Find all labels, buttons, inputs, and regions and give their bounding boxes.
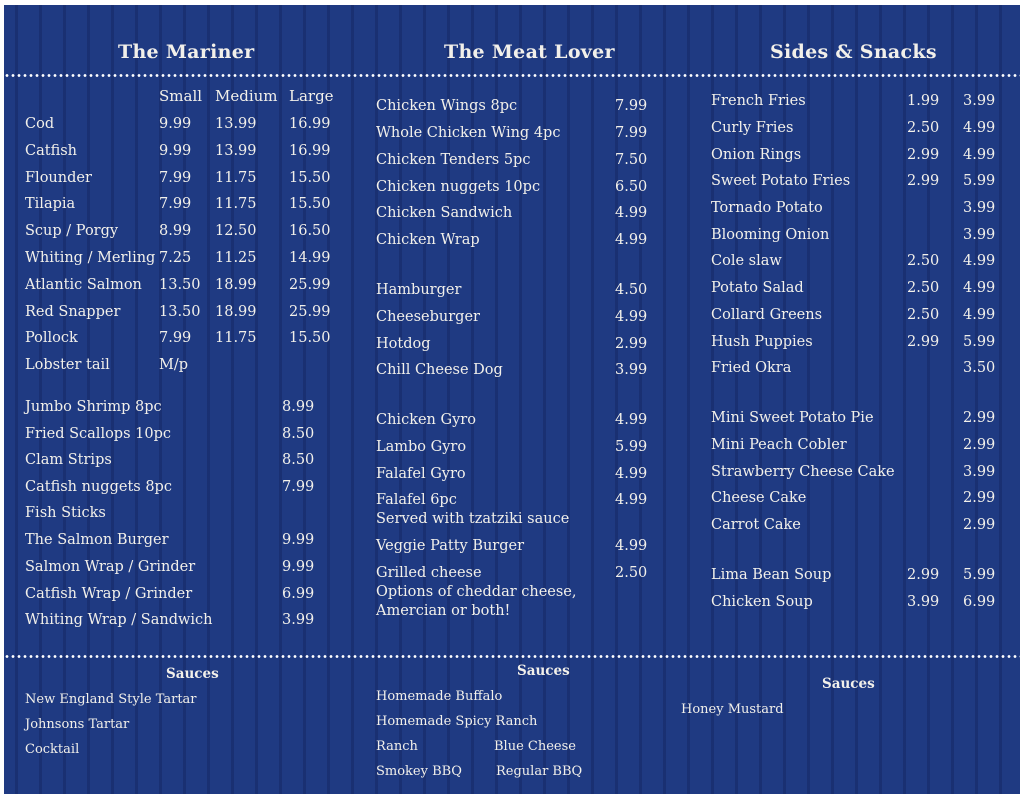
item-name: Cheese Cake — [711, 490, 807, 506]
item-price: 8.50 — [282, 426, 315, 442]
item-name: Cheeseburger — [376, 309, 480, 325]
item-name: Catfish Wrap / Grinder — [25, 586, 193, 602]
item-price: 7.99 — [282, 479, 315, 495]
item-price: 2.99 — [615, 336, 648, 352]
price-small: 2.99 — [907, 147, 940, 163]
price-medium: 18.99 — [215, 277, 257, 293]
meat-sauces-title: Sauces — [517, 663, 570, 679]
item-name: Chicken Soup — [711, 594, 813, 610]
item-name: The Salmon Burger — [25, 532, 169, 548]
col-header-medium: Medium — [215, 87, 278, 105]
item-name: Falafel 6pc — [376, 492, 457, 508]
item-name: Potato Salad — [711, 280, 804, 296]
item-price: 4.50 — [615, 282, 648, 298]
item-name: Lima Bean Soup — [711, 567, 832, 583]
price-medium: 13.99 — [215, 143, 257, 159]
price-large: 3.99 — [963, 227, 996, 243]
price-large: 4.99 — [963, 253, 996, 269]
item-name: Mini Sweet Potato Pie — [711, 410, 874, 426]
price-small: 13.50 — [159, 277, 201, 293]
item-price: 3.99 — [963, 464, 996, 480]
item-name: French Fries — [711, 93, 806, 109]
price-small: 9.99 — [159, 116, 192, 132]
item-price: 4.99 — [615, 466, 648, 482]
item-price: 8.50 — [282, 452, 315, 468]
price-large: 4.99 — [963, 120, 996, 136]
price-medium: 11.75 — [215, 170, 257, 186]
price-small: 9.99 — [159, 143, 192, 159]
sides-sauces-title: Sauces — [822, 676, 875, 692]
price-medium: 11.25 — [215, 250, 257, 266]
item-name: Chicken Sandwich — [376, 205, 513, 221]
price-small: 7.99 — [159, 170, 192, 186]
item-name: Chill Cheese Dog — [376, 362, 503, 378]
item-name: Mini Peach Cobler — [711, 437, 847, 453]
price-small: 2.99 — [907, 567, 940, 583]
item-price: 7.99 — [615, 125, 648, 141]
item-name: Curly Fries — [711, 120, 794, 136]
item-name: Catfish nuggets 8pc — [25, 479, 172, 495]
item-name: Hamburger — [376, 282, 462, 298]
item-name: Blooming Onion — [711, 227, 830, 243]
item-name: Carrot Cake — [711, 517, 801, 533]
price-large: 6.99 — [963, 594, 996, 610]
sauce-item: Johnsons Tartar — [25, 717, 130, 732]
item-name: Atlantic Salmon — [25, 277, 142, 293]
item-price: 9.99 — [282, 532, 315, 548]
item-price: 2.99 — [963, 437, 996, 453]
price-large: 3.50 — [963, 360, 996, 376]
item-name: Lambo Gyro — [376, 439, 467, 455]
sauce-item: Ranch — [376, 739, 418, 754]
item-price: 2.50 — [615, 565, 648, 581]
item-name: Cole slaw — [711, 253, 782, 269]
item-name: Sweet Potato Fries — [711, 173, 851, 189]
price-medium: 12.50 — [215, 223, 257, 239]
price-large: 14.99 — [289, 250, 331, 266]
item-name: Whiting Wrap / Sandwich — [25, 612, 213, 628]
sauce-item: Homemade Buffalo — [376, 689, 503, 704]
price-small: 7.99 — [159, 330, 192, 346]
item-note: Served with tzatziki sauce — [376, 511, 570, 527]
price-large: 3.99 — [963, 200, 996, 216]
price-medium: 11.75 — [215, 330, 257, 346]
price-large: 15.50 — [289, 170, 331, 186]
item-name: Onion Rings — [711, 147, 802, 163]
item-name: Hush Puppies — [711, 334, 813, 350]
top-dotted-divider — [4, 74, 1020, 77]
item-name: Jumbo Shrimp 8pc — [25, 399, 162, 415]
col-header-large: Large — [289, 87, 334, 105]
item-name: Chicken Wings 8pc — [376, 98, 518, 114]
item-name: Chicken nuggets 10pc — [376, 179, 541, 195]
item-price: 3.99 — [282, 612, 315, 628]
price-small: M/p — [159, 357, 189, 373]
price-small: 2.50 — [907, 307, 940, 323]
sauce-item: Smokey BBQ — [376, 764, 462, 779]
item-name: Scup / Porgy — [25, 223, 119, 239]
price-large: 16.99 — [289, 116, 331, 132]
item-name: Red Snapper — [25, 304, 121, 320]
sides-title: Sides & Snacks — [770, 41, 937, 63]
item-price: 4.99 — [615, 412, 648, 428]
item-price: 6.50 — [615, 179, 648, 195]
sauce-item: New England Style Tartar — [25, 692, 197, 707]
item-price: 7.99 — [615, 98, 648, 114]
item-name: Collard Greens — [711, 307, 823, 323]
price-small: 2.50 — [907, 120, 940, 136]
item-name: Grilled cheese — [376, 565, 482, 581]
item-name: Salmon Wrap / Grinder — [25, 559, 196, 575]
item-price: 4.99 — [615, 492, 648, 508]
item-price: 6.99 — [282, 586, 315, 602]
item-price: 7.50 — [615, 152, 648, 168]
item-name: Fried Scallops 10pc — [25, 426, 171, 442]
mariner-sauces-title: Sauces — [166, 666, 219, 682]
price-small: 2.50 — [907, 253, 940, 269]
item-name: Whiting / Merling — [25, 250, 156, 266]
price-large: 5.99 — [963, 567, 996, 583]
sauce-item: Homemade Spicy Ranch — [376, 714, 538, 729]
item-name: Pollock — [25, 330, 78, 346]
price-large: 4.99 — [963, 280, 996, 296]
item-price: 2.99 — [963, 517, 996, 533]
price-large: 16.99 — [289, 143, 331, 159]
item-name: Lobster tail — [25, 357, 110, 373]
price-medium: 18.99 — [215, 304, 257, 320]
price-small: 8.99 — [159, 223, 192, 239]
price-large: 4.99 — [963, 147, 996, 163]
item-name: Fish Sticks — [25, 505, 106, 521]
price-small: 1.99 — [907, 93, 940, 109]
item-price: 4.99 — [615, 232, 648, 248]
sauce-item: Blue Cheese — [494, 739, 576, 754]
price-large: 16.50 — [289, 223, 331, 239]
price-large: 15.50 — [289, 196, 331, 212]
item-price: 5.99 — [615, 439, 648, 455]
price-medium: 11.75 — [215, 196, 257, 212]
item-name: Fried Okra — [711, 360, 792, 376]
bottom-dotted-divider — [4, 655, 1020, 658]
price-medium: 13.99 — [215, 116, 257, 132]
item-price: 2.99 — [963, 490, 996, 506]
price-large: 3.99 — [963, 93, 996, 109]
item-name: Whole Chicken Wing 4pc — [376, 125, 561, 141]
price-small: 7.99 — [159, 196, 192, 212]
item-name: Cod — [25, 116, 55, 132]
price-large: 25.99 — [289, 304, 331, 320]
menu-board — [4, 5, 1020, 794]
sauce-item: Cocktail — [25, 742, 80, 757]
item-name: Veggie Patty Burger — [376, 538, 525, 554]
item-note: Amercian or both! — [376, 603, 511, 619]
item-price: 8.99 — [282, 399, 315, 415]
price-small: 2.50 — [907, 280, 940, 296]
item-price: 4.99 — [615, 538, 648, 554]
item-name: Falafel Gyro — [376, 466, 466, 482]
meat-lover-title: The Meat Lover — [444, 41, 615, 63]
item-price: 4.99 — [615, 205, 648, 221]
item-name: Flounder — [25, 170, 92, 186]
price-large: 25.99 — [289, 277, 331, 293]
col-header-small: Small — [159, 87, 203, 105]
mariner-title: The Mariner — [118, 41, 255, 63]
item-name: Hotdog — [376, 336, 431, 352]
item-price: 9.99 — [282, 559, 315, 575]
price-small: 2.99 — [907, 334, 940, 350]
item-name: Clam Strips — [25, 452, 112, 468]
price-small: 3.99 — [907, 594, 940, 610]
price-small: 2.99 — [907, 173, 940, 189]
item-name: Chicken Wrap — [376, 232, 480, 248]
sauce-item: Regular BBQ — [496, 764, 583, 779]
item-price: 4.99 — [615, 309, 648, 325]
item-name: Chicken Tenders 5pc — [376, 152, 531, 168]
price-large: 5.99 — [963, 334, 996, 350]
sauce-item: Honey Mustard — [681, 702, 784, 717]
item-name: Tilapia — [25, 196, 76, 212]
price-large: 5.99 — [963, 173, 996, 189]
price-large: 15.50 — [289, 330, 331, 346]
price-large: 4.99 — [963, 307, 996, 323]
item-name: Tornado Potato — [711, 200, 823, 216]
item-price: 2.99 — [963, 410, 996, 426]
item-price: 3.99 — [615, 362, 648, 378]
item-note: Options of cheddar cheese, — [376, 584, 577, 600]
item-name: Chicken Gyro — [376, 412, 476, 428]
item-name: Strawberry Cheese Cake — [711, 464, 895, 480]
item-name: Catfish — [25, 143, 78, 159]
price-small: 7.25 — [159, 250, 192, 266]
price-small: 13.50 — [159, 304, 201, 320]
